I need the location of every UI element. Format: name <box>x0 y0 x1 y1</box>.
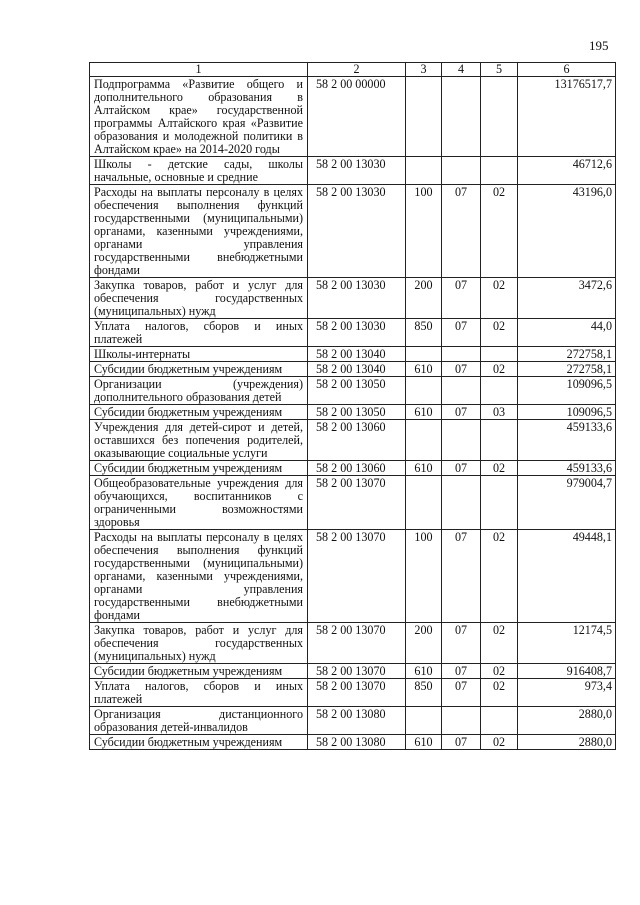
row-amount-cell: 2880,0 <box>518 707 616 735</box>
header-cell: 3 <box>406 63 442 77</box>
row-col4-cell: 07 <box>442 278 481 319</box>
row-col4-cell <box>442 347 481 362</box>
row-col5-cell <box>481 476 518 530</box>
row-name-cell: Уплата налогов, сборов и иных платежей <box>90 319 308 347</box>
row-amount-cell: 43196,0 <box>518 185 616 278</box>
row-name-cell: Расходы на выплаты персоналу в целях обеспечения выполнения функций государственными (муниципальными) органами, казенными учреждениями, органами управления государственными внебюджетными фондами <box>90 530 308 623</box>
row-amount-cell: 109096,5 <box>518 405 616 420</box>
table-row <box>90 185 616 278</box>
row-col3-cell: 200 <box>406 278 442 319</box>
row-amount-cell: 109096,5 <box>518 377 616 405</box>
row-col5-cell <box>481 347 518 362</box>
row-col4-cell <box>442 157 481 185</box>
table-row <box>90 319 616 347</box>
row-col4-cell <box>442 707 481 735</box>
row-name-cell: Субсидии бюджетным учреждениям <box>90 735 308 750</box>
table-row <box>90 530 616 623</box>
row-name-cell: Расходы на выплаты персоналу в целях обеспечения выполнения функций государственными (муниципальными) органами, казенными учреждениями, органами управления государственными внебюджетными фондами <box>90 185 308 278</box>
header-cell: 1 <box>90 63 308 77</box>
row-code-cell: 58 2 00 13060 <box>308 420 406 461</box>
row-col4-cell <box>442 420 481 461</box>
row-code-cell: 58 2 00 13070 <box>308 664 406 679</box>
row-col5-cell <box>481 157 518 185</box>
row-amount-cell: 46712,6 <box>518 157 616 185</box>
row-name-cell: Субсидии бюджетным учреждениям <box>90 664 308 679</box>
row-name-cell: Субсидии бюджетным учреждениям <box>90 362 308 377</box>
row-code-cell: 58 2 00 13030 <box>308 278 406 319</box>
row-name-cell: Субсидии бюджетным учреждениям <box>90 461 308 476</box>
row-col4-cell: 07 <box>442 664 481 679</box>
row-col3-cell: 850 <box>406 319 442 347</box>
row-amount-cell: 916408,7 <box>518 664 616 679</box>
row-code-cell: 58 2 00 13030 <box>308 319 406 347</box>
row-col3-cell: 610 <box>406 461 442 476</box>
row-col3-cell: 100 <box>406 185 442 278</box>
row-code-cell: 58 2 00 13050 <box>308 377 406 405</box>
table-row <box>90 707 616 735</box>
row-name-cell: Организация дистанционного образования детей-инвалидов <box>90 707 308 735</box>
row-col4-cell: 07 <box>442 461 481 476</box>
row-col5-cell <box>481 377 518 405</box>
row-col3-cell <box>406 420 442 461</box>
row-col4-cell: 07 <box>442 362 481 377</box>
table-row <box>90 679 616 707</box>
row-col3-cell <box>406 476 442 530</box>
row-col5-cell: 02 <box>481 664 518 679</box>
table-row <box>90 623 616 664</box>
row-amount-cell: 13176517,7 <box>518 77 616 157</box>
row-col5-cell <box>481 420 518 461</box>
row-code-cell: 58 2 00 13070 <box>308 530 406 623</box>
row-code-cell: 58 2 00 00000 <box>308 77 406 157</box>
header-row <box>90 63 616 77</box>
row-name-cell: Закупка товаров, работ и услуг для обеспечения государственных (муниципальных) нужд <box>90 278 308 319</box>
row-col4-cell: 07 <box>442 623 481 664</box>
table-row <box>90 405 616 420</box>
row-amount-cell: 49448,1 <box>518 530 616 623</box>
table-row <box>90 377 616 405</box>
budget-table <box>89 62 616 750</box>
row-col4-cell: 07 <box>442 735 481 750</box>
row-col5-cell: 02 <box>481 319 518 347</box>
row-col4-cell <box>442 77 481 157</box>
row-name-cell: Организации (учреждения) дополнительного образования детей <box>90 377 308 405</box>
table-row <box>90 735 616 750</box>
row-col3-cell: 850 <box>406 679 442 707</box>
table-row <box>90 278 616 319</box>
row-code-cell: 58 2 00 13070 <box>308 679 406 707</box>
row-amount-cell: 2880,0 <box>518 735 616 750</box>
row-amount-cell: 459133,6 <box>518 461 616 476</box>
row-amount-cell: 44,0 <box>518 319 616 347</box>
row-name-cell: Подпрограмма «Развитие общего и дополнительного образования в Алтайском крае» государственной программы Алтайского края «Развитие образования и молодежной политики в Алтайском крае» на 2014-2020 годы <box>90 77 308 157</box>
row-code-cell: 58 2 00 13080 <box>308 735 406 750</box>
table-row <box>90 347 616 362</box>
row-amount-cell: 979004,7 <box>518 476 616 530</box>
row-amount-cell: 3472,6 <box>518 278 616 319</box>
row-code-cell: 58 2 00 13040 <box>308 347 406 362</box>
row-col5-cell: 02 <box>481 623 518 664</box>
row-code-cell: 58 2 00 13030 <box>308 185 406 278</box>
row-col5-cell: 02 <box>481 278 518 319</box>
row-col4-cell: 07 <box>442 319 481 347</box>
row-code-cell: 58 2 00 13030 <box>308 157 406 185</box>
header-cell: 5 <box>481 63 518 77</box>
row-col3-cell <box>406 157 442 185</box>
row-amount-cell: 272758,1 <box>518 362 616 377</box>
row-col5-cell: 02 <box>481 735 518 750</box>
row-col5-cell: 02 <box>481 530 518 623</box>
table-row <box>90 461 616 476</box>
row-code-cell: 58 2 00 13040 <box>308 362 406 377</box>
row-code-cell: 58 2 00 13070 <box>308 623 406 664</box>
row-code-cell: 58 2 00 13050 <box>308 405 406 420</box>
table-row <box>90 157 616 185</box>
row-col5-cell: 02 <box>481 185 518 278</box>
row-col3-cell: 610 <box>406 735 442 750</box>
row-col3-cell <box>406 77 442 157</box>
table-row <box>90 77 616 157</box>
table-row <box>90 420 616 461</box>
header-cell: 4 <box>442 63 481 77</box>
page-number: 195 <box>589 38 609 53</box>
row-name-cell: Школы - детские сады, школы начальные, основные и средние <box>90 157 308 185</box>
row-col5-cell: 03 <box>481 405 518 420</box>
row-code-cell: 58 2 00 13060 <box>308 461 406 476</box>
table-row <box>90 476 616 530</box>
row-col4-cell <box>442 377 481 405</box>
row-col4-cell: 07 <box>442 405 481 420</box>
row-col3-cell: 610 <box>406 362 442 377</box>
row-name-cell: Уплата налогов, сборов и иных платежей <box>90 679 308 707</box>
row-name-cell: Учреждения для детей-сирот и детей, оставшихся без попечения родителей, оказывающие социальные услуги <box>90 420 308 461</box>
header-cell: 2 <box>308 63 406 77</box>
row-col4-cell: 07 <box>442 185 481 278</box>
row-amount-cell: 272758,1 <box>518 347 616 362</box>
row-col3-cell: 100 <box>406 530 442 623</box>
table-body <box>90 77 616 750</box>
row-amount-cell: 459133,6 <box>518 420 616 461</box>
row-col3-cell <box>406 377 442 405</box>
row-col3-cell: 610 <box>406 405 442 420</box>
row-name-cell: Закупка товаров, работ и услуг для обеспечения государственных (муниципальных) нужд <box>90 623 308 664</box>
header-cell: 6 <box>518 63 616 77</box>
row-col3-cell <box>406 707 442 735</box>
row-col5-cell: 02 <box>481 679 518 707</box>
row-col4-cell: 07 <box>442 530 481 623</box>
row-amount-cell: 973,4 <box>518 679 616 707</box>
row-name-cell: Школы-интернаты <box>90 347 308 362</box>
row-col5-cell <box>481 77 518 157</box>
row-col3-cell: 200 <box>406 623 442 664</box>
row-code-cell: 58 2 00 13070 <box>308 476 406 530</box>
row-col5-cell: 02 <box>481 461 518 476</box>
row-col5-cell: 02 <box>481 362 518 377</box>
row-col4-cell <box>442 476 481 530</box>
table-row <box>90 362 616 377</box>
row-code-cell: 58 2 00 13080 <box>308 707 406 735</box>
row-col3-cell <box>406 347 442 362</box>
row-col4-cell: 07 <box>442 679 481 707</box>
row-name-cell: Субсидии бюджетным учреждениям <box>90 405 308 420</box>
row-col5-cell <box>481 707 518 735</box>
table-row <box>90 664 616 679</box>
row-name-cell: Общеобразовательные учреждения для обучающихся, воспитанников с ограниченными возможностями здоровья <box>90 476 308 530</box>
row-amount-cell: 12174,5 <box>518 623 616 664</box>
row-col3-cell: 610 <box>406 664 442 679</box>
